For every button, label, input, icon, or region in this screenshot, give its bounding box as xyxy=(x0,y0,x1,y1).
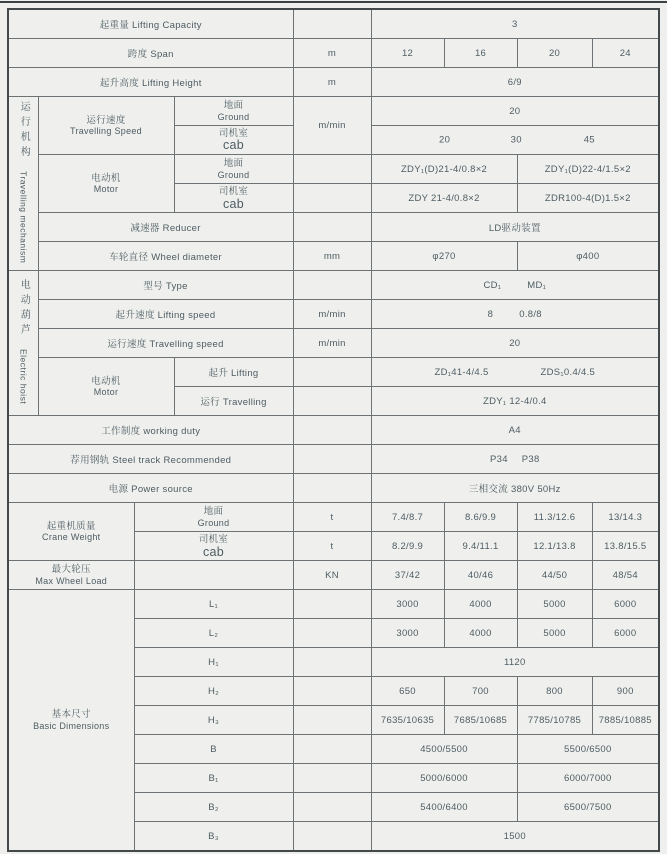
power-source-unit xyxy=(293,474,371,503)
dim-b3-value: 1500 xyxy=(371,822,659,852)
ground-zh: 地面 xyxy=(203,506,224,518)
cab-en: cab xyxy=(222,196,245,211)
dim-b-label: B xyxy=(134,735,293,764)
dim-b1-label: B₁ xyxy=(134,764,293,793)
lifting-height-label: 起升高度 Lifting Height xyxy=(8,68,293,97)
max-wheel-load-2: 40/46 xyxy=(444,561,517,590)
section-electric-hoist-en: Electric hoist xyxy=(18,349,29,405)
travelling-speed-label-zh: 运行速度 xyxy=(86,114,126,126)
crane-weight-ground-unit: t xyxy=(293,503,371,532)
hoist-lifting-speed-2: 0.8/8 xyxy=(519,308,542,320)
hoist-motor-label xyxy=(38,358,174,416)
max-wheel-load-4: 48/54 xyxy=(592,561,659,590)
cab-speed-3: 45 xyxy=(583,134,595,146)
crane-weight-cab-4: 13.8/15.5 xyxy=(592,532,659,561)
hoist-motor-lifting-2: ZDS₁0.4/4.5 xyxy=(540,366,596,378)
lifting-height-unit: m xyxy=(293,68,371,97)
travelling-speed-ground-value: 20 xyxy=(371,97,659,126)
row-hoist-type xyxy=(8,271,659,300)
travelling-motor-cab-unit-empty xyxy=(293,184,371,213)
crane-weight-cab-2: 9.4/11.1 xyxy=(444,532,517,561)
row-working-duty xyxy=(8,416,659,445)
crane-weight-cab-unit: t xyxy=(293,532,371,561)
hoist-motor-lifting-1: ZD₁41-4/4.5 xyxy=(434,366,489,378)
hoist-lifting-speed-label: 起升速度 Lifting speed xyxy=(38,300,293,329)
cab-zh: 司机室 xyxy=(218,128,249,140)
row-lifting-capacity xyxy=(8,9,659,39)
steel-track-p38: P38 xyxy=(521,453,540,465)
dim-h2-3: 800 xyxy=(517,677,592,706)
hoist-motor-travelling-sublabel: 运行 Travelling xyxy=(174,387,293,416)
row-power-source xyxy=(8,474,659,503)
hoist-type-values xyxy=(371,271,659,300)
section-travelling-mechanism-en: Travelling mechanism xyxy=(18,171,29,264)
hoist-motor-label-en: Motor xyxy=(93,387,119,398)
cab-zh: 司机室 xyxy=(198,534,229,546)
crane-weight-cab-sublabel xyxy=(134,532,293,561)
dim-l2-4: 6000 xyxy=(592,619,659,648)
section-travelling-mechanism-zh: 运行机构 xyxy=(18,101,30,161)
lifting-height-value: 6/9 xyxy=(371,68,659,97)
power-source-label: 电源 Power source xyxy=(8,474,293,503)
row-travelling-motor-ground xyxy=(8,155,659,184)
dim-l2-2: 4000 xyxy=(444,619,517,648)
travelling-motor-cab-value-2: ZDR100-4(D)1.5×2 xyxy=(517,184,659,213)
dim-l1-1: 3000 xyxy=(371,590,444,619)
crane-weight-ground-sublabel xyxy=(134,503,293,532)
hoist-motor-label-zh: 电动机 xyxy=(91,375,121,387)
row-lifting-height xyxy=(8,68,659,97)
travelling-motor-cab-value-1: ZDY 21-4/0.8×2 xyxy=(371,184,517,213)
travelling-motor-cab-sublabel xyxy=(174,184,293,213)
ground-zh: 地面 xyxy=(223,158,244,170)
row-hoist-lifting-speed xyxy=(8,300,659,329)
section-travelling-mechanism xyxy=(8,97,38,271)
hoist-travelling-speed-unit: m/min xyxy=(293,329,371,358)
row-max-wheel-load xyxy=(8,561,659,590)
row-reducer xyxy=(8,213,659,242)
travelling-speed-unit: m/min xyxy=(293,97,371,155)
dim-h3-2: 7685/10685 xyxy=(444,706,517,735)
row-span xyxy=(8,39,659,68)
hoist-motor-travelling-unit-empty xyxy=(293,387,371,416)
dim-b1-2: 6000/7000 xyxy=(517,764,659,793)
hoist-type-cd: CD₁ xyxy=(483,279,502,291)
crane-weight-cab-3: 12.1/13.8 xyxy=(517,532,592,561)
cab-speed-1: 20 xyxy=(439,134,451,146)
basic-dimensions-label-zh: 基本尺寸 xyxy=(51,709,91,721)
travelling-speed-cab-values xyxy=(371,126,659,155)
dim-h3-unit-empty xyxy=(293,706,371,735)
hoist-motor-lifting-sublabel: 起升 Lifting xyxy=(174,358,293,387)
page-top-edge-line xyxy=(0,1,667,3)
travelling-speed-ground-sublabel xyxy=(174,97,293,126)
travelling-motor-label-en: Motor xyxy=(93,184,119,195)
travelling-motor-ground-sublabel xyxy=(174,155,293,184)
dim-b1-unit-empty xyxy=(293,764,371,793)
dim-b3-label: B₃ xyxy=(134,822,293,852)
working-duty-unit xyxy=(293,416,371,445)
span-value-16: 16 xyxy=(444,39,517,68)
hoist-travelling-speed-label: 运行速度 Travelling speed xyxy=(38,329,293,358)
dim-l2-unit-empty xyxy=(293,619,371,648)
dim-b2-2: 6500/7500 xyxy=(517,793,659,822)
crane-weight-label-en: Crane Weight xyxy=(42,532,101,543)
max-wheel-load-sub-empty xyxy=(134,561,293,590)
dim-l1-3: 5000 xyxy=(517,590,592,619)
dim-b-unit-empty xyxy=(293,735,371,764)
crane-weight-ground-2: 8.6/9.9 xyxy=(444,503,517,532)
wheel-diameter-value-1: φ270 xyxy=(371,242,517,271)
ground-zh: 地面 xyxy=(223,100,244,112)
travelling-speed-cab-sublabel xyxy=(174,126,293,155)
basic-dimensions-label-en: Basic Dimensions xyxy=(33,720,110,731)
section-electric-hoist-zh: 电动葫芦 xyxy=(18,279,30,340)
span-label: 跨度 Span xyxy=(8,39,293,68)
reducer-label: 减速器 Reducer xyxy=(38,213,293,242)
row-hoist-motor-lifting xyxy=(8,358,659,387)
dim-b2-unit-empty xyxy=(293,793,371,822)
lifting-capacity-value: 3 xyxy=(371,9,659,39)
steel-track-p34: P34 xyxy=(489,453,508,465)
travelling-motor-label-zh: 电动机 xyxy=(91,172,121,184)
hoist-type-label: 型号 Type xyxy=(38,271,293,300)
crane-weight-ground-4: 13/14.3 xyxy=(592,503,659,532)
travelling-motor-ground-value-2: ZDY₁(D)22-4/1.5×2 xyxy=(517,155,659,184)
dim-h1-value: 1120 xyxy=(371,648,659,677)
max-wheel-load-unit: KN xyxy=(293,561,371,590)
crane-weight-label-zh: 起重机质量 xyxy=(46,520,96,532)
reducer-unit xyxy=(293,213,371,242)
steel-track-unit xyxy=(293,445,371,474)
travelling-motor-ground-value-1: ZDY₁(D)21-4/0.8×2 xyxy=(371,155,517,184)
dim-b2-label: B₂ xyxy=(134,793,293,822)
crane-spec-table xyxy=(7,8,660,852)
crane-weight-cab-1: 8.2/9.9 xyxy=(371,532,444,561)
wheel-diameter-label: 车轮直径 Wheel diameter xyxy=(38,242,293,271)
dim-l1-2: 4000 xyxy=(444,590,517,619)
dim-h3-label: H₃ xyxy=(134,706,293,735)
dim-h2-2: 700 xyxy=(444,677,517,706)
dim-h3-4: 7885/10885 xyxy=(592,706,659,735)
reducer-value: LD驱动装置 xyxy=(371,213,659,242)
dim-l1-unit-empty xyxy=(293,590,371,619)
travelling-speed-label xyxy=(38,97,174,155)
hoist-travelling-speed-value: 20 xyxy=(371,329,659,358)
wheel-diameter-value-2: φ400 xyxy=(517,242,659,271)
hoist-lifting-speed-1: 8 xyxy=(487,308,494,320)
steel-track-values xyxy=(371,445,659,474)
hoist-type-md: MD₁ xyxy=(527,279,547,291)
dim-h2-4: 900 xyxy=(592,677,659,706)
dim-h2-label: H₂ xyxy=(134,677,293,706)
dim-b2-1: 5400/6400 xyxy=(371,793,517,822)
working-duty-value: A4 xyxy=(371,416,659,445)
span-value-20: 20 xyxy=(517,39,592,68)
row-dim-l1 xyxy=(8,590,659,619)
max-wheel-load-3: 44/50 xyxy=(517,561,592,590)
max-wheel-load-label-zh: 最大轮压 xyxy=(51,564,91,576)
travelling-motor-unit-empty xyxy=(293,155,371,184)
dim-h1-unit-empty xyxy=(293,648,371,677)
row-steel-track xyxy=(8,445,659,474)
section-electric-hoist xyxy=(8,271,38,416)
dim-h3-3: 7785/10785 xyxy=(517,706,592,735)
wheel-diameter-unit: mm xyxy=(293,242,371,271)
crane-weight-ground-3: 11.3/12.6 xyxy=(517,503,592,532)
dim-h3-1: 7635/10635 xyxy=(371,706,444,735)
cab-en: cab xyxy=(222,138,245,153)
hoist-lifting-speed-unit: m/min xyxy=(293,300,371,329)
row-travelling-speed-ground xyxy=(8,97,659,126)
hoist-motor-lifting-unit-empty xyxy=(293,358,371,387)
hoist-type-unit xyxy=(293,271,371,300)
ground-en: Ground xyxy=(197,517,230,528)
dim-b-1: 4500/5500 xyxy=(371,735,517,764)
cab-speed-2: 30 xyxy=(510,134,522,146)
crane-weight-label xyxy=(8,503,134,561)
dim-l1-label: L₁ xyxy=(134,590,293,619)
travelling-motor-label xyxy=(38,155,174,213)
dim-h2-unit-empty xyxy=(293,677,371,706)
dim-l1-4: 6000 xyxy=(592,590,659,619)
dim-b3-unit-empty xyxy=(293,822,371,852)
dim-b-2: 5500/6500 xyxy=(517,735,659,764)
steel-track-label: 荐用钢轨 Steel track Recommended xyxy=(8,445,293,474)
dim-b1-1: 5000/6000 xyxy=(371,764,517,793)
max-wheel-load-label-en: Max Wheel Load xyxy=(35,575,108,586)
lifting-capacity-unit xyxy=(293,9,371,39)
dim-l2-1: 3000 xyxy=(371,619,444,648)
row-hoist-travelling-speed xyxy=(8,329,659,358)
power-source-value: 三相交流 380V 50Hz xyxy=(371,474,659,503)
dim-l2-3: 5000 xyxy=(517,619,592,648)
cab-zh: 司机室 xyxy=(218,186,249,198)
lifting-capacity-label: 起重量 Lifting Capacity xyxy=(8,9,293,39)
crane-weight-ground-1: 7.4/8.7 xyxy=(371,503,444,532)
dim-h1-label: H₁ xyxy=(134,648,293,677)
dim-l2-label: L₂ xyxy=(134,619,293,648)
max-wheel-load-1: 37/42 xyxy=(371,561,444,590)
span-value-24: 24 xyxy=(592,39,659,68)
working-duty-label: 工作制度 working duty xyxy=(8,416,293,445)
row-crane-weight-ground xyxy=(8,503,659,532)
cab-en: cab xyxy=(202,544,225,559)
hoist-motor-travelling-value: ZDY₁ 12-4/0.4 xyxy=(371,387,659,416)
max-wheel-load-label xyxy=(8,561,134,590)
span-unit: m xyxy=(293,39,371,68)
row-wheel-diameter xyxy=(8,242,659,271)
basic-dimensions-label xyxy=(8,590,134,852)
ground-en: Ground xyxy=(217,169,250,180)
hoist-motor-lifting-values xyxy=(371,358,659,387)
dim-h2-1: 650 xyxy=(371,677,444,706)
travelling-speed-label-en: Travelling Speed xyxy=(69,126,142,137)
ground-en: Ground xyxy=(217,111,250,122)
span-value-12: 12 xyxy=(371,39,444,68)
hoist-lifting-speed-values xyxy=(371,300,659,329)
